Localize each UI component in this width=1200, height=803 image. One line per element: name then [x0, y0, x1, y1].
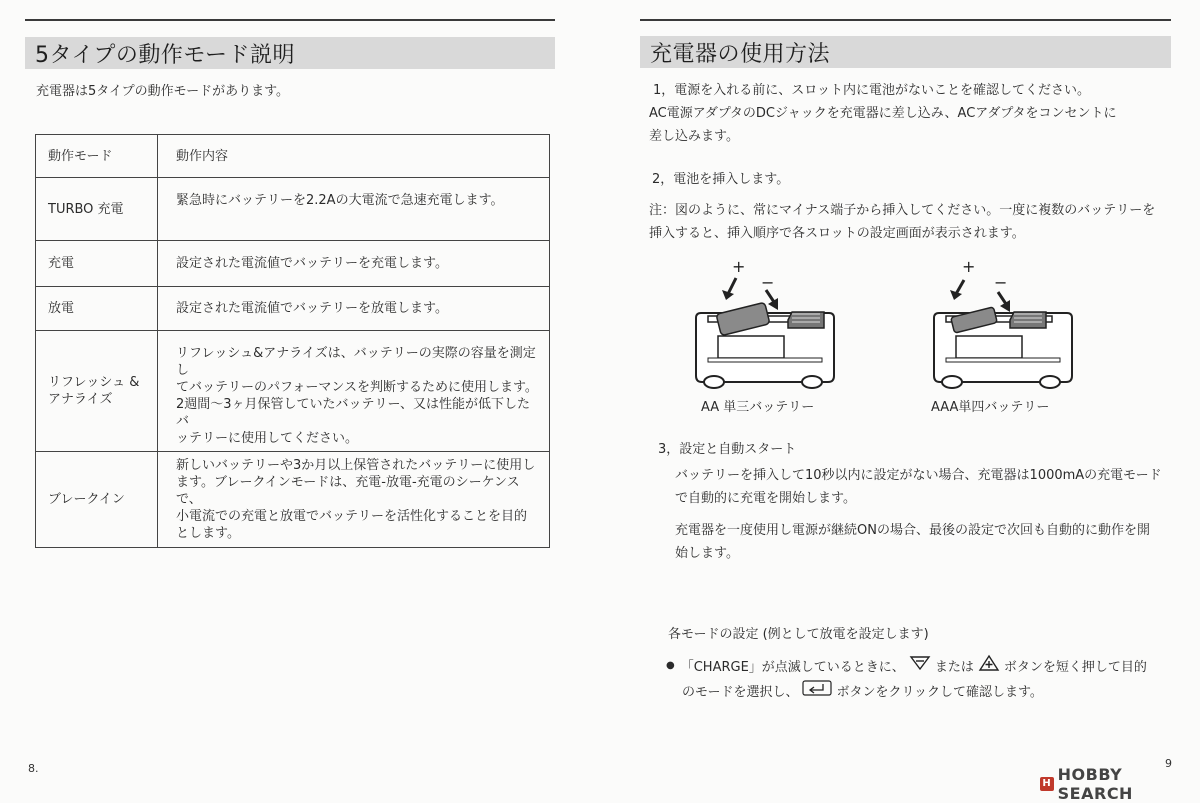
table-row — [36, 452, 550, 548]
table-row — [36, 331, 550, 452]
mode-desc: 設定された電流値でバッテリーを放電します。 — [158, 287, 550, 331]
mode-name: 充電 — [36, 241, 158, 287]
mode-setting-title: 各モードの設定 (例として放電を設定します) — [668, 627, 929, 642]
plus-label: + — [962, 258, 976, 276]
step-1: 1，電源を入れる前に、スロット内に電池がないことを確認してください。 AC電源アダプタのDCジャックを充電器に差し込み、ACアダプタをコンセントに 差し込みます。 — [649, 83, 1117, 144]
mode-desc: リフレッシュ&アナライズは、バッテリーの実際の容量を測定し てバッテリーのパフォーマンスを判断するために使用します。 2週間〜3ヶ月保管していたバッテリー、又は性能が低下したバ ッテリーに使用してください。 — [158, 331, 550, 452]
top-rule — [640, 19, 1171, 21]
minus-label: − — [994, 273, 1008, 292]
charger-aa-illustration — [688, 258, 848, 392]
step-3-paragraph-2: 充電器を一度使用し電源が継続ONの場合、最後の設定で次回も自動的に動作を開 始します。 — [675, 523, 1150, 561]
mode-desc: 設定された電流値でバッテリーを充電します。 — [158, 241, 550, 287]
mode-desc: 緊急時にバッテリーを2.2Aの大電流で急速充電します。 — [158, 178, 550, 241]
table-header-row — [36, 135, 550, 178]
mode-name: 放電 — [36, 287, 158, 331]
enter-icon — [802, 680, 832, 700]
table-row — [36, 287, 550, 331]
caption-aaa: AAA単四バッテリー — [931, 400, 1050, 415]
minus-label: − — [761, 273, 775, 292]
logo-badge: H — [1040, 777, 1054, 791]
intro-text: 充電器は5タイプの動作モードがあります。 — [36, 84, 290, 99]
mode-name: ブレークイン — [36, 452, 158, 548]
down-triangle-icon — [909, 655, 931, 675]
section-title: 5タイプの動作モード説明 — [25, 37, 555, 69]
charger-aaa-illustration — [926, 258, 1086, 392]
right-page — [600, 0, 1200, 803]
bullet-line-2: のモードを選択し、 ボタンをクリックして確認します。 — [682, 680, 1043, 700]
up-triangle-plus-icon — [978, 654, 1000, 676]
plus-label: + — [732, 258, 746, 276]
page-number: 9 — [1165, 757, 1172, 770]
top-rule — [25, 19, 555, 21]
step-3-paragraph-1: バッテリーを挿入して10秒以内に設定がない場合、充電器は1000mAの充電モード で自動的に充電を開始します。 — [675, 468, 1162, 506]
step-2: 2，電池を挿入します。 — [652, 172, 790, 187]
bullet-dot: ● — [666, 659, 675, 671]
caption-aa: AA 単三バッテリー — [701, 400, 815, 415]
table-header: 動作内容 — [158, 135, 550, 178]
left-page — [0, 0, 590, 794]
mode-name: TURBO 充電 — [36, 178, 158, 241]
section-title: 充電器の使用方法 — [640, 36, 1171, 68]
table-row — [36, 178, 550, 241]
mode-name: リフレッシュ & アナライズ — [36, 331, 158, 452]
table-row — [36, 241, 550, 287]
page-number: 8. — [28, 762, 39, 775]
hobby-search-logo: H HOBBY SEARCH — [1040, 765, 1200, 803]
mode-table — [35, 134, 550, 548]
note: 注：図のように、常にマイナス端子から挿入してください。一度に複数のバッテリーを 挿入すると、挿入順序で各スロットの設定画面が表示されます。 — [649, 203, 1156, 241]
table-header: 動作モード — [36, 135, 158, 178]
mode-desc: 新しいバッテリーや3か月以上保管されたバッテリーに使用し ます。ブレークインモードは、充電-放電-充電のシーケンスで、 小電流での充電と放電でバッテリーを活性化することを目的 とします。 — [158, 452, 550, 548]
step-3: 3，設定と自動スタート — [658, 442, 797, 457]
bullet-line-1: ● 「CHARGE」が点滅しているときに、 または ボタンを短く押して目的 — [666, 654, 1147, 676]
